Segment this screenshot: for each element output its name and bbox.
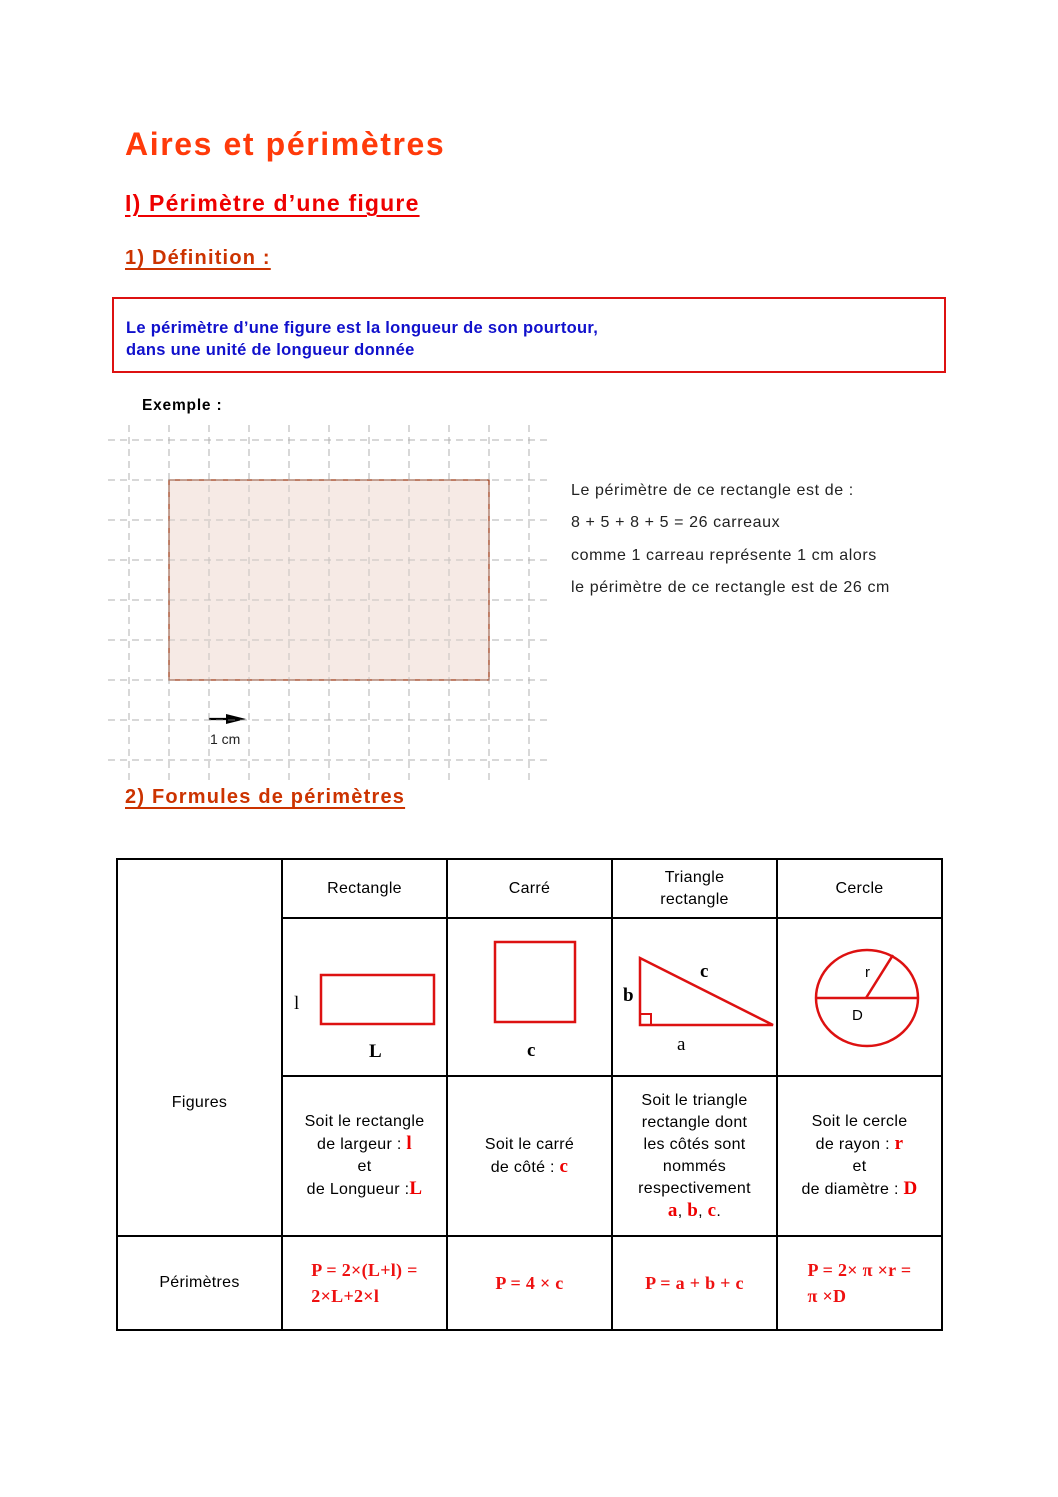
grid-figure	[100, 415, 560, 785]
explanation-line: Le périmètre de ce rectangle est de :	[571, 482, 854, 499]
label-c: c	[527, 1040, 536, 1061]
definition-box	[112, 297, 946, 373]
label-b: b	[623, 985, 634, 1006]
header-triangle: Triangle rectangle	[612, 859, 777, 918]
section-heading-perimetre: I) Périmètre d’une figure	[125, 190, 420, 216]
explanation-line: le périmètre de ce rectangle est de 26 cm	[571, 578, 890, 596]
figure-triangle-cell	[612, 918, 777, 1076]
definition-line-1: Le périmètre d’une figure est la longueur de son pourtour,	[126, 319, 599, 337]
explanation-line: comme 1 carreau représente 1 cm alors	[571, 546, 877, 564]
formula-triangle: P = a + b + c	[612, 1236, 777, 1330]
header-cercle: Cercle	[777, 859, 942, 918]
explanation-line: 8 + 5 + 8 + 5 = 26 carreaux	[571, 514, 781, 532]
perimeter-formulas-table	[116, 858, 943, 1331]
desc-cercle: Soit le cercle de rayon : r et de diamètre : D	[777, 1076, 942, 1236]
row-label-figures: Figures	[117, 859, 282, 1236]
right-triangle-figure-icon	[613, 919, 776, 1068]
formula-carre: P = 4 × c	[447, 1236, 612, 1330]
header-carre: Carré	[447, 859, 612, 918]
definition-line-2: dans une unité de longueur donnée	[126, 341, 415, 359]
label-a: a	[677, 1034, 686, 1055]
label-l: l	[294, 993, 300, 1014]
subsection-heading-definition: 1) Définition :	[125, 247, 271, 269]
definition-text	[126, 317, 598, 361]
desc-carre: Soit le carré de côté : c	[447, 1076, 612, 1236]
subsection-heading-formules: 2) Formules de périmètres	[125, 786, 406, 808]
page-title: Aires et périmètres	[125, 126, 446, 162]
formula-rectangle: P = 2×(L+l) = 2×L+2×l	[282, 1236, 447, 1330]
figure-cercle-cell	[777, 918, 942, 1076]
figure-carre-cell	[447, 918, 612, 1076]
example-label: Exemple :	[142, 397, 223, 414]
label-r: r	[865, 964, 871, 981]
label-hyp-c: c	[700, 961, 709, 982]
rectangle-figure-icon	[283, 919, 446, 1068]
example-explanation	[571, 475, 890, 604]
label-L: L	[369, 1041, 382, 1062]
row-label-perimetres: Périmètres	[117, 1236, 282, 1330]
unit-arrow-icon	[209, 714, 246, 724]
table-row-headers	[117, 859, 942, 918]
label-D: D	[852, 1007, 864, 1024]
figure-rectangle-cell	[282, 918, 447, 1076]
desc-triangle: Soit le triangle rectangle dont les côtés sont nommés respectivement a, b, c.	[612, 1076, 777, 1236]
desc-rectangle: Soit le rectangle de largeur : l et de Longueur :L	[282, 1076, 447, 1236]
formula-cercle: P = 2× π ×r = π ×D	[777, 1236, 942, 1330]
unit-label: 1 cm	[210, 731, 241, 747]
circle-figure-icon	[778, 919, 941, 1068]
square-figure-icon	[448, 919, 611, 1068]
header-rectangle: Rectangle	[282, 859, 447, 918]
table-row-perimetres	[117, 1236, 942, 1330]
